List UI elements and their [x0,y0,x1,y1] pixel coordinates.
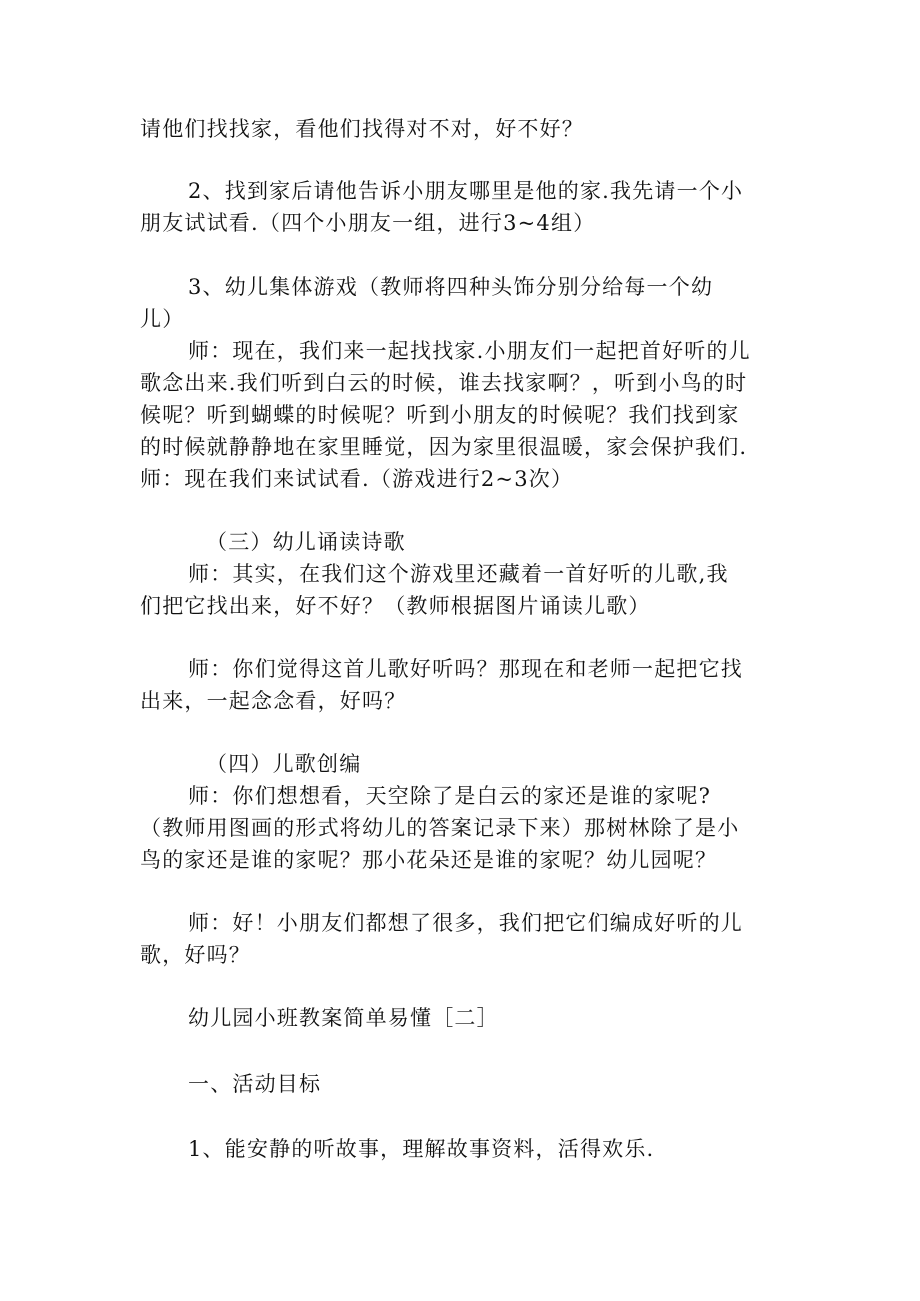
paragraph-line: 师：你们想想看，天空除了是白云的家还是谁的家呢? [188,784,712,808]
paragraph-line: 3、幼儿集体游戏（教师将四种头饰分别分给每一个幼 [188,275,714,299]
paragraph-line: 师：其实，在我们这个游戏里还藏着一首好听的儿歌,我 [188,562,729,586]
paragraph-line: 们把它找出来，好不好？（教师根据图片诵读儿歌） [140,594,651,618]
section-heading: 一、活动目标 [188,1072,322,1096]
paragraph-line: 师：你们觉得这首儿歌好听吗？那现在和老师一起把它找 [188,657,743,681]
paragraph-line: 请他们找找家，看他们找得对不对，好不好？ [140,117,584,141]
paragraph-line: 歌念出来.我们听到白云的时候，谁去找家啊？，听到小鸟的时 [140,371,748,395]
section-title: 幼儿园小班教案简单易懂［二］ [188,1006,499,1030]
paragraph-line: 朋友试试看.（四个小朋友一组，进行3~4组） [140,211,596,235]
paragraph-line: （教师用图画的形式将幼儿的答案记录下来）那树林除了是小 [140,816,740,840]
paragraph-line: 鸟的家还是谁的家呢？那小花朵还是谁的家呢？幼儿园呢？ [140,848,718,872]
paragraph-line: 候呢？听到蝴蝶的时候呢？听到小朋友的时候呢？我们找到家 [140,403,740,427]
paragraph-line: 出来，一起念念看，好吗？ [140,689,407,713]
paragraph-line: 师：好！小朋友们都想了很多，我们把它们编成好听的儿 [188,911,743,935]
paragraph-line: 1、能安静的听故事，理解故事资料，活得欢乐. [188,1137,655,1161]
section-heading: （三）幼儿诵读诗歌 [206,530,406,554]
paragraph-line: 师：现在，我们来一起找找家.小朋友们一起把首好听的儿 [188,339,751,363]
paragraph-line: 师：现在我们来试试看.（游戏进行2~3次） [140,467,574,491]
paragraph-line: 歌，好吗？ [140,943,251,967]
section-heading: （四）儿歌创编 [206,752,362,776]
paragraph-line: 儿） [140,307,185,331]
paragraph-line: 2、找到家后请他告诉小朋友哪里是他的家.我先请一个小 [188,179,744,203]
paragraph-line: 的时候就静静地在家里睡觉，因为家里很温暖，家会保护我们. [140,435,748,459]
